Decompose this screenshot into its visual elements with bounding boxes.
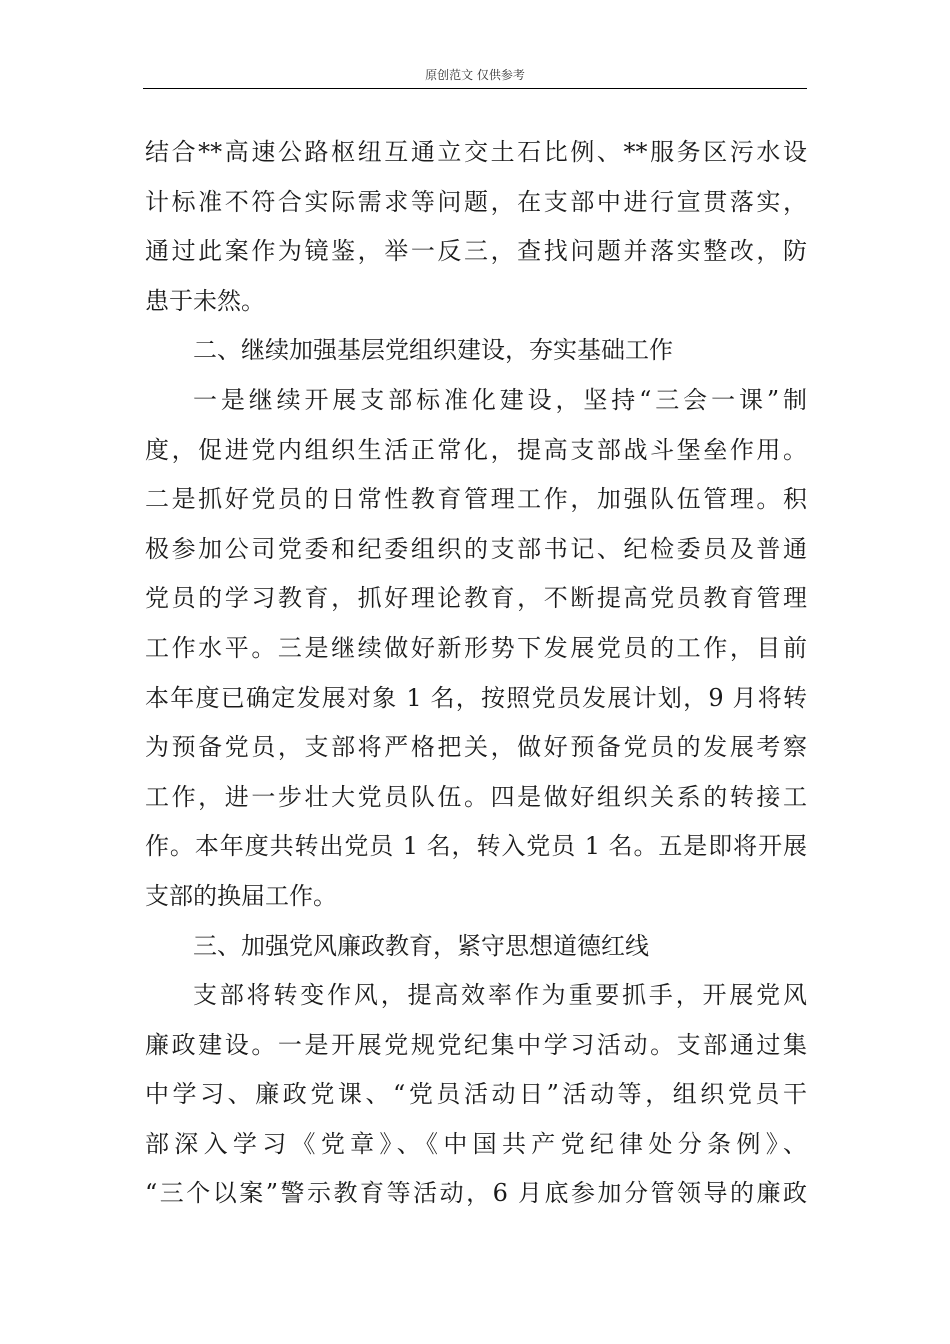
text-line: 支部的换届工作。 xyxy=(145,881,337,910)
text-line: 作。本年度共转出党员 1 名，转入党员 1 名。五是即将开展 xyxy=(145,832,807,861)
text-line: 二是抓好党员的日常性教育管理工作，加强队伍管理。积 xyxy=(145,485,807,514)
text-line: 度，促进党内组织生活正常化，提高支部战斗堡垒作用。 xyxy=(145,435,807,464)
text-line: 党员的学习教育，抓好理论教育，不断提高党员教育管理 xyxy=(145,584,807,613)
document-body xyxy=(145,128,807,1219)
text-line: 为预备党员，支部将严格把关，做好预备党员的发展考察 xyxy=(145,733,807,762)
text-line: 部深入学习《党章》、《中国共产党纪律处分条例》、 xyxy=(145,1129,807,1158)
text-line: 二、继续加强基层党组织建设，夯实基础工作 xyxy=(193,336,673,365)
text-line: 工作，进一步壮大党员队伍。四是做好组织关系的转接工 xyxy=(145,782,807,811)
page-header xyxy=(143,66,807,89)
header-text: 原创范文 仅供参考 xyxy=(425,68,525,82)
text-line: 患于未然。 xyxy=(145,286,265,315)
text-line: 通过此案作为镜鉴，举一反三，查找问题并落实整改，防 xyxy=(145,237,807,266)
text-line: 工作水平。三是继续做好新形势下发展党员的工作，目前 xyxy=(145,633,807,662)
text-line: 支部将转变作风，提高效率作为重要抓手，开展党风 xyxy=(193,981,807,1010)
text-line: 廉政建设。一是开展党规党纪集中学习活动。支部通过集 xyxy=(145,1030,807,1059)
text-line: 结合**高速公路枢纽互通立交土石比例、**服务区污水设 xyxy=(145,138,807,166)
text-line: 中学习、廉政党课、“党员活动日”活动等，组织党员干 xyxy=(145,1080,807,1109)
text-line: 三、加强党风廉政教育，紧守思想道德红线 xyxy=(193,931,649,960)
text-line: 一是继续开展支部标准化建设，坚持“三会一课”制 xyxy=(193,385,807,414)
text-line: 本年度已确定发展对象 1 名，按照党员发展计划，9 月将转 xyxy=(145,683,807,712)
text-line: 极参加公司党委和纪委组织的支部书记、纪检委员及普通 xyxy=(145,534,807,563)
text-line: 计标准不符合实际需求等问题，在支部中进行宣贯落实， xyxy=(145,187,807,216)
text-line: “三个以案”警示教育等活动，6 月底参加分管领导的廉政 xyxy=(145,1179,807,1208)
